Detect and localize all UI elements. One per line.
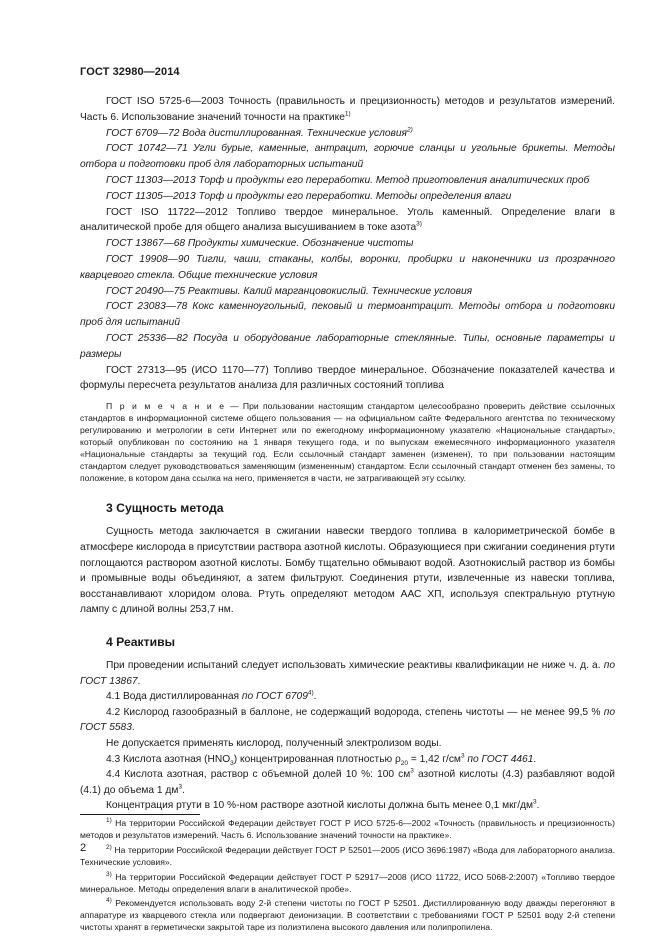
reagents-intro: При проведении испытаний следует использовать химические реактивы квалификации не ниже ч. д. а. по ГОСТ 13867.: [80, 660, 615, 687]
reference-item: ГОСТ 6709—72 Вода дистиллированная. Технические условия$^{2)}$: [106, 126, 413, 139]
section-heading-reagents: 4 Реактивы: [106, 635, 176, 650]
reagent-item-4-3: 4.3 Кислота азотная $(HNO_3)$ концентрированная плотностью $\rho_{20} = 1,42$ $г/см^3$ по ГОСТ 4461.: [106, 752, 537, 767]
document-header: ГОСТ 32980—2014: [80, 66, 180, 78]
references-list: [80, 94, 615, 394]
reference-item: ГОСТ ISO 5725-6—2003 Точность (правильность и прецизионность) методов и результатов измерений. Часть 6. Использование значений точности на практике$^{1)}$: [80, 96, 615, 123]
reagent-item-4-4: 4.4 Кислота азотная, раствор с объемной долей 10 %: 100 $см^3$ азотной кислоты (4.3) разбавляют водой (4.1) до объема 1 $дм^3$.: [80, 767, 615, 796]
note-lead: П р и м е ч а н и е: [106, 401, 226, 412]
reference-item: ГОСТ 19908—90 Тигли, чаши, стаканы, колбы, воронки, пробирки и наконечники из прозрачного кварцевого стекла. Общие технические условия: [80, 253, 615, 281]
reference-item: ГОСТ 23083—78 Кокс каменноугольный, пековый и термоантрацит. Методы отбора и подготовки проб для испытаний: [80, 301, 615, 329]
reagent-item-4-2-note: Не допускается применять кислород, полученный электролизом воды.: [106, 738, 442, 750]
page-content: [80, 94, 615, 934]
reference-item: ГОСТ 11305—2013 Торф и продукты его переработки. Методы определения влаги: [106, 190, 512, 202]
footnote-item: $^{2)}$ На территории Российской Федерации действует ГОСТ Р 52501—2005 (ИСО 3696:1987) «Вода для лабораторного анализа. Технические условия».: [80, 843, 615, 867]
note-paragraph: П р и м е ч а н и е — При пользовании настоящим стандартом целесообразно проверить действие ссылочных стандартов в информационной системе общего пользования — на официальном сайте Федерального агентства по техническому регулированию и метрологии в сети Интернет или по ежегодному информационному указателю «Национальные стандарты», который опубликован по состоянию на 1 января текущего года, и по выпускам ежемесячного информационного указателя «Национальные стандарты за текущий год. Если ссылочный стандарт заменен (изменен), то при пользовании настоящим стандартом следует руководствоваться заменяющим (измененным) стандартом. Если ссылочный стандарт отменен без замены, то положение, в котором дана ссылка на него, применяется в части, не затрагивающей эту ссылку.: [80, 401, 616, 483]
footnote-divider: [80, 814, 200, 815]
footnote-item: $^{3)}$ На территории Российской Федерации действует ГОСТ Р 52917—2008 (ИСО 11722, ИСО 5068-2:2007) «Топливо твердое минеральное. Методы определения влаги в аналитической пробе».: [80, 870, 615, 894]
footnote-item: $^{4)}$ Рекомендуется использовать воду 2-й степени чистоты по ГОСТ Р 52501. Дистиллированную воду дважды перегоняют в аппаратуре из кварцевого стекла или подвергают деионизации. В соответствии с требованиями ГОСТ Р 52501 воду 2-й степени чистоты хранят в герметически закрытой таре из полиэтилена высокого давления или полипропилена.: [80, 897, 615, 933]
reference-item: ГОСТ 20490—75 Реактивы. Калий марганцовокислый. Технические условия: [106, 285, 473, 297]
footnotes: [80, 818, 615, 934]
method-paragraph: Сущность метода заключается в сжигании навески твердого топлива в калориметрической бомбе в атмосфере кислорода в присутствии раствора азотной кислоты. Образующиеся при сжигании соединения ртути поглощаются раствором азотной кислоты. Бомбу тщательно обмывают водой. Азотнокислый раствор из бомбы и промывные воды объединяют, а затем фильтруют. Соединения ртути, извлеченные из навески топлива, восстанавливают хлоридом олова. Ртуть определяют методом ААС ХП, используя спектральную ртутную лампу с длиной волны 253,7 нм.: [80, 526, 615, 616]
reagent-item-4-1: 4.1 Вода дистиллированная по ГОСТ 6709$^{4)}$.: [106, 689, 317, 703]
reagent-item-4-2: 4.2 Кислород газообразный в баллоне, не содержащий водорода, степень чистоты — не менее 99,5 % по ГОСТ 5583.: [80, 706, 615, 734]
reference-item: ГОСТ 27313—95 (ИСО 1170—77) Топливо твердое минеральное. Обозначение показателей качества и формулы пересчета результатов анализа для различных состояний топлива: [80, 364, 615, 392]
section-heading-method: 3 Сущность метода: [106, 501, 224, 516]
page-number: 2: [80, 842, 87, 854]
reagent-item-4-4-concentration: Концентрация ртути в 10 %-ном растворе азотной кислоты должна быть менее 0,1 мкг/$дм^3$.: [106, 799, 540, 812]
reference-item: ГОСТ 10742—71 Угли бурые, каменные, антрацит, горючие сланцы и угольные брикеты. Методы отбора и подготовки проб для лабораторных испытаний: [80, 143, 615, 171]
reference-item: ГОСТ 13867—68 Продукты химические. Обозначение чистоты: [106, 238, 414, 250]
reference-item: ГОСТ 25336—82 Посуда и оборудование лабораторные стеклянные. Типы, основные параметры и размеры: [80, 332, 615, 360]
reference-item: ГОСТ 11303—2013 Торф и продукты его переработки. Метод приготовления аналитических проб: [106, 174, 590, 186]
footnote-item: $^{1)}$ На территории Российской Федерации действует ГОСТ Р ИСО 5725-6—2002 «Точность (правильность и прецизионность) методов и результатов измерений. Часть 6. Использование значений точности на практике».: [80, 817, 615, 840]
reference-item: ГОСТ ISO 11722—2012 Топливо твердое минеральное. Уголь каменный. Определение влаги в аналитической пробе для общего анализа высушиванием в токе азота$^{3)}$: [80, 206, 615, 234]
